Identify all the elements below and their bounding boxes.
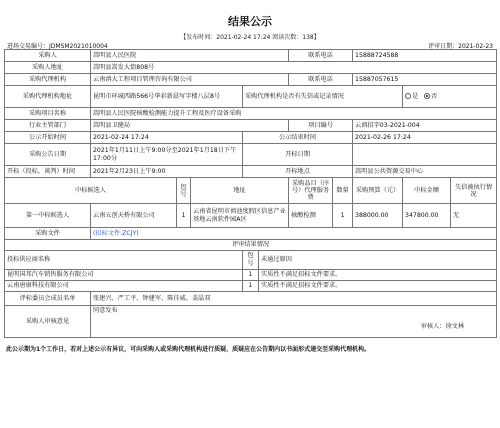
bid-header-credit: 失信被执行情况 xyxy=(451,178,497,204)
publish-start-label: 公示开始时间 xyxy=(5,132,91,144)
bid-budget: 388000.00 xyxy=(353,204,403,228)
agency-address-label: 采购代理机构地址 xyxy=(5,86,91,108)
agency-value: 云南滇大工程项目管理咨询有限公司 xyxy=(91,74,289,86)
review-row xyxy=(5,281,497,292)
review-date: 评审日期：2021-02-23 xyxy=(428,43,493,50)
review-supplier-name: 昆明国邦汽车销售服务有限公司 xyxy=(5,270,243,281)
publish-start-value: 2021-02-24 17:24 xyxy=(91,132,243,144)
agency-address-value: 昆明市环城西路566号华彩新晨写字楼八层8号 xyxy=(91,86,243,108)
topline xyxy=(4,41,496,49)
trade-number: 进场交易编号：JDMSM2021010004 xyxy=(7,43,108,50)
industry-value: 嵩明县卫健局 xyxy=(91,120,289,132)
opinion-cell xyxy=(91,306,497,338)
radio-yes-label: 是 xyxy=(412,92,419,100)
footer-note: 此公示期为1个工作日，若对上述公示有异议，可向采购人或采购代理机构进行质疑，质疑应在公告期内以书面形式递交至采购代理机构。 xyxy=(6,346,371,353)
open-place-value: 嵩明县公共资源交易中心 xyxy=(353,166,497,178)
notice-date-value: 2021年1月11日上午9:00分至2021年1月18日下午17:00分 xyxy=(91,144,243,166)
review-row xyxy=(5,270,497,281)
info-table xyxy=(4,49,497,338)
credit-check-options xyxy=(403,86,497,108)
project-no-value: 云滇招字03-2021-004 xyxy=(353,120,497,132)
bid-header-address: 地址 xyxy=(191,178,289,204)
project-label: 采购项目名称 xyxy=(5,108,91,120)
purchaser-value: 嵩明县人民医院 xyxy=(91,50,289,62)
radio-yes[interactable] xyxy=(405,93,411,99)
radio-no-label: 否 xyxy=(431,92,438,100)
bid-item: 核酸检测 xyxy=(289,204,333,228)
agency-label: 采购代理机构 xyxy=(5,74,91,86)
radio-no[interactable] xyxy=(424,93,430,99)
open-date-label: 开标日期 xyxy=(243,144,353,166)
open-date-value xyxy=(353,144,497,166)
project-value: 嵩明县人民医院核酸检测能力提升工程及医疗设备采购 xyxy=(91,108,497,120)
review-supplier-package: 1 xyxy=(243,281,259,292)
bid-header-item: 采购品目（序号）代理服务费 xyxy=(289,178,333,204)
committee-value: 张建兴、严工平、钟建军、陈佳威、姜晶双 xyxy=(91,292,497,306)
project-no-label: 项目编号 xyxy=(289,120,353,132)
doc-link[interactable]: (招标文件.ZCJY) xyxy=(93,229,139,237)
review-header-package: 包号 xyxy=(243,251,259,270)
purchaser-label: 采购人 xyxy=(5,50,91,62)
bid-header-candidate: 中标候选人 xyxy=(5,178,177,204)
notice-page xyxy=(4,13,496,353)
contact-value: 15888724588 xyxy=(353,50,497,62)
opinion-signer: 审核人：徐文林 xyxy=(420,323,465,330)
review-supplier-package: 1 xyxy=(243,270,259,281)
address-value: 嵩明县嵩发大街808号 xyxy=(91,62,497,74)
bid-header-package: 包号 xyxy=(177,178,191,204)
open-time-value: 2021年2月23日上午9:00 xyxy=(91,166,243,178)
review-section-title: 评审结果情况 xyxy=(5,240,497,251)
credit-check-label: 采购代理机构是否有失信或记录情况 xyxy=(243,86,403,108)
review-supplier-reason: 实质性不满足招标文件要求。 xyxy=(259,270,497,281)
agency-phone-label: 联系电话 xyxy=(289,74,353,86)
bid-credit: 无 xyxy=(451,204,497,228)
review-header-reason: 未通过原因 xyxy=(259,251,497,270)
bid-quantity: 1 xyxy=(333,204,353,228)
review-supplier-reason: 实质性不满足招标文件要求。 xyxy=(259,281,497,292)
opinion-label: 采购人审核意见 xyxy=(5,306,91,338)
committee-label: 评标委员会成员名单 xyxy=(5,292,91,306)
doc-label: 采购文件 xyxy=(5,228,91,240)
page-title: 结果公示 xyxy=(228,15,272,28)
bid-amount: 347800.00 xyxy=(403,204,451,228)
bid-package: 1 xyxy=(177,204,191,228)
open-place-label: 开标地点 xyxy=(243,166,353,178)
publish-end-label: 公示结束时间 xyxy=(243,132,353,144)
industry-label: 行业主管部门 xyxy=(5,120,91,132)
bid-address: 云南省昆明市滇池度假区信息产业基地云南软件园A区 xyxy=(191,204,289,228)
open-time-label: 开标（投标、谈判）时间 xyxy=(5,166,91,178)
contact-label: 联系电话 xyxy=(289,50,353,62)
bid-header-amount: 中标金额 xyxy=(403,178,451,204)
bid-header-quantity: 数量 xyxy=(333,178,353,204)
bid-header-budget: 采购预算（元） xyxy=(353,178,403,204)
publish-end-value: 2021-02-26 17:24 xyxy=(353,132,497,144)
bid-rank: 第一中标候选人 xyxy=(5,204,91,228)
review-supplier-name: 云南唐康科技有限公司 xyxy=(5,281,243,292)
review-header-name: 投标供应商名称 xyxy=(5,251,243,270)
agency-phone-value: 15887057615 xyxy=(353,74,497,86)
bid-winner-name: 云南五创天桥有限公司 xyxy=(91,204,177,228)
publish-meta: 【发布时间：2021-02-24 17:24 阅读次数：138】 xyxy=(180,34,320,41)
notice-date-label: 采购公告日期 xyxy=(5,144,91,166)
opinion-value: 同意发布 xyxy=(93,307,118,314)
address-label: 采购人地址 xyxy=(5,62,91,74)
